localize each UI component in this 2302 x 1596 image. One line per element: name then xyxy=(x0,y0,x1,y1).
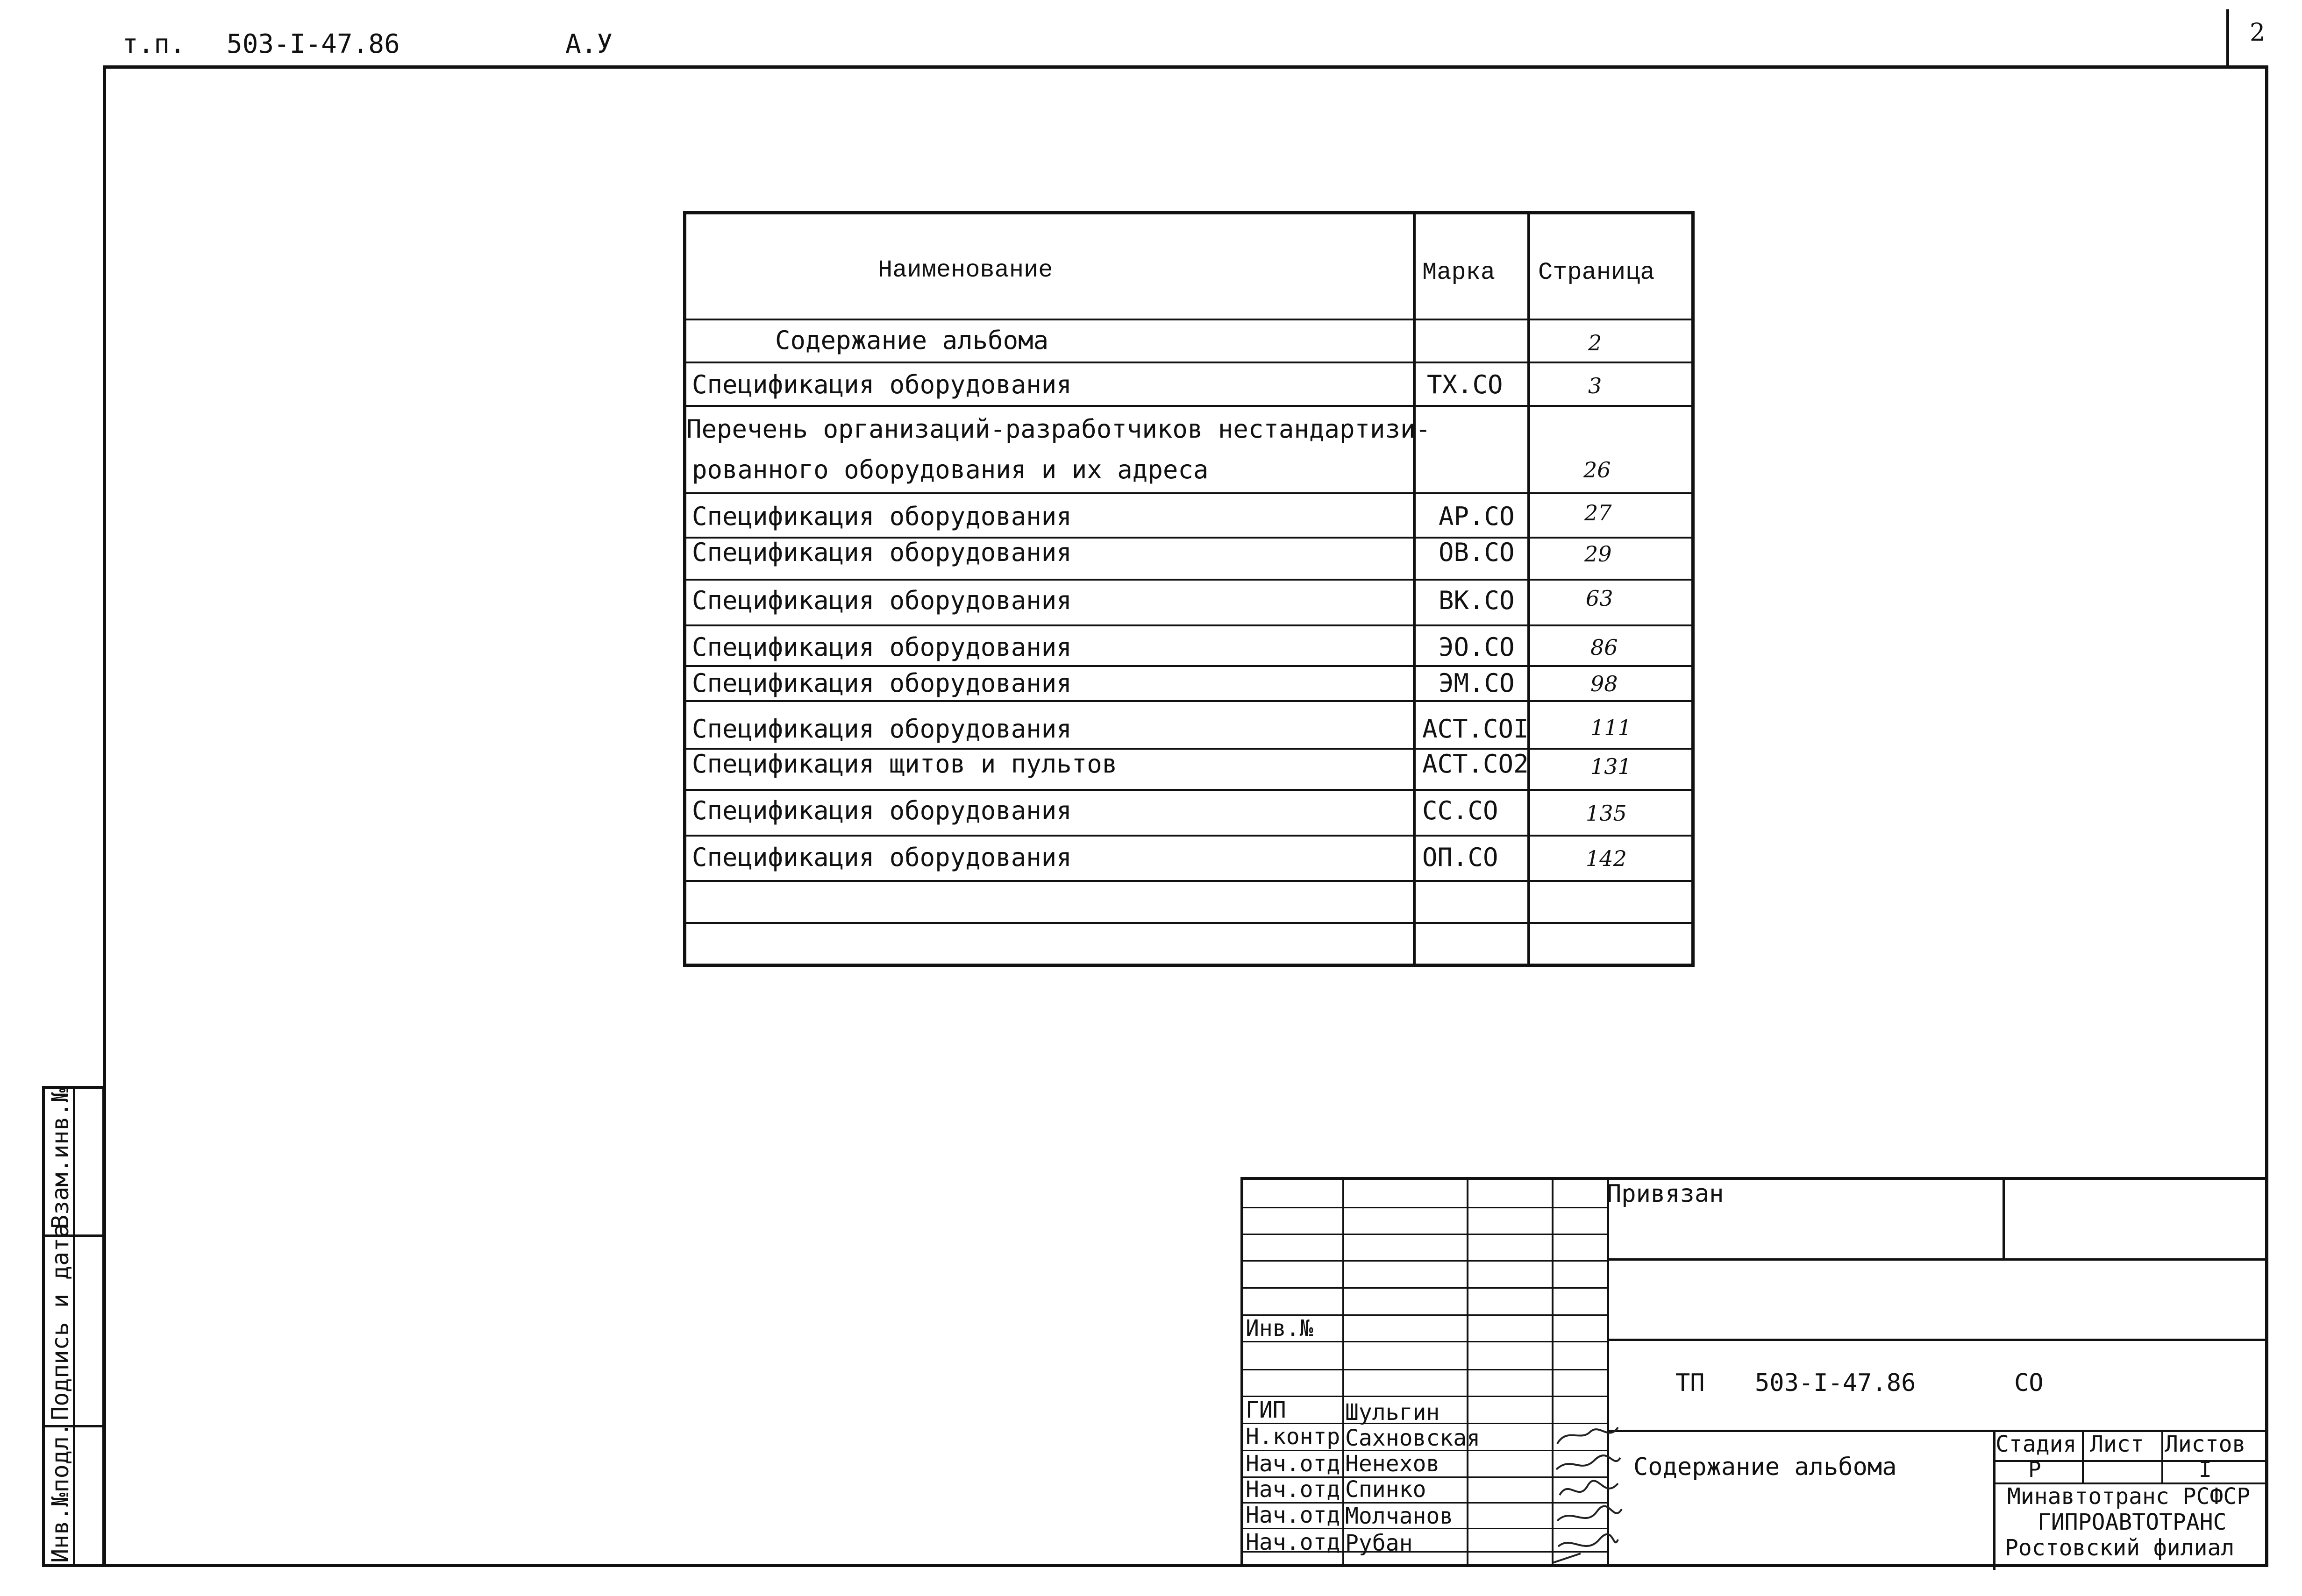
project-code: 503-I-47.86 xyxy=(227,29,400,59)
sign-role: Нач.отд xyxy=(1246,1529,1340,1555)
attached-label: Привязан xyxy=(1607,1180,1724,1208)
row-page: 86 xyxy=(1590,635,1618,660)
stamp-line xyxy=(1608,1339,2268,1341)
table-row-divider xyxy=(686,922,1691,924)
signature-scribble xyxy=(1557,1506,1622,1521)
row-mark: АСТ.СОI xyxy=(1422,714,1529,744)
inv-label: Инв.№ xyxy=(1246,1315,1313,1341)
stage-label: Стадия xyxy=(1996,1431,2077,1457)
table-row-divider xyxy=(686,665,1691,667)
row-name: Спецификация оборудования xyxy=(692,370,1072,399)
row-page: 98 xyxy=(1590,671,1618,696)
table-row-divider xyxy=(686,624,1691,626)
table-row-divider xyxy=(686,835,1691,837)
header-divider xyxy=(2226,9,2229,68)
sheet-number: 2 xyxy=(2250,19,2266,47)
row-mark: ОП.СО xyxy=(1422,843,1498,872)
stamp-line xyxy=(1608,1258,2268,1261)
sign-role: Нач.отд xyxy=(1246,1451,1340,1477)
column-header-mark: Марка xyxy=(1422,259,1496,286)
stamp-line xyxy=(1243,1260,1608,1262)
row-name: Спецификация оборудования xyxy=(692,586,1072,615)
stamp-line xyxy=(1243,1369,1608,1370)
doc-mark: СО xyxy=(2014,1369,2044,1397)
stamp-line xyxy=(1243,1287,1608,1289)
table-row-divider xyxy=(686,789,1691,791)
row-name: Спецификация оборудования xyxy=(692,632,1072,662)
sheets-label: Листов xyxy=(2165,1431,2246,1457)
title-block xyxy=(1240,1177,2268,1567)
row-mark: ВК.СО xyxy=(1439,586,1515,615)
stage-value: Р xyxy=(2028,1457,2041,1482)
row-name: рованного оборудования и их адреса xyxy=(692,455,1209,484)
row-page: 142 xyxy=(1586,846,1627,871)
sign-role: ГИП xyxy=(1246,1397,1286,1423)
row-name: Спецификация оборудования xyxy=(692,538,1072,567)
strip-field-original-inv: Инв.№подл. xyxy=(47,1422,74,1563)
contents-table xyxy=(683,211,1695,967)
row-mark: ТХ.СО xyxy=(1427,370,1503,399)
binding-strip xyxy=(42,1086,105,1567)
row-mark: СС.СО xyxy=(1422,796,1498,825)
column-divider xyxy=(1413,214,1416,964)
sign-name: Спинко xyxy=(1345,1476,1426,1503)
sign-name: Ненехов xyxy=(1345,1451,1440,1477)
row-mark: АР.СО xyxy=(1439,502,1515,531)
row-page: 63 xyxy=(1586,586,1613,611)
row-name: Спецификация оборудования xyxy=(692,714,1072,744)
signature-scribble xyxy=(1556,1455,1620,1469)
doc-code: 503-I-47.86 xyxy=(1755,1369,1916,1397)
org-line-3: Ростовский филиал xyxy=(2005,1535,2235,1561)
row-page: 131 xyxy=(1590,754,1632,779)
table-row-divider xyxy=(686,492,1691,494)
row-page: 26 xyxy=(1583,457,1611,482)
row-page: 29 xyxy=(1584,541,1612,567)
row-name: Перечень организаций-разработчиков нестандартизи- xyxy=(686,414,1431,444)
doc-title: Содержание альбома xyxy=(1633,1453,1897,1481)
sign-role: Нач.отд xyxy=(1246,1502,1340,1528)
stamp-line xyxy=(1243,1207,1608,1208)
doc-prefix: ТП xyxy=(1675,1369,1705,1397)
signature-scribble xyxy=(1553,1534,1618,1563)
table-row-divider xyxy=(686,579,1691,581)
album-label: А.У xyxy=(565,29,613,59)
row-page: 27 xyxy=(1584,500,1612,525)
sign-name: Сахновская xyxy=(1345,1425,1480,1451)
stamp-line xyxy=(1467,1180,1468,1567)
table-row-divider xyxy=(686,319,1691,320)
strip-field-signature-date: Подпись и дата xyxy=(47,1223,74,1420)
sign-name: Рубан xyxy=(1345,1530,1413,1556)
sheet-value: I xyxy=(2199,1457,2212,1482)
row-name: Спецификация щитов и пультов xyxy=(692,749,1118,779)
stamp-line xyxy=(2003,1180,2005,1258)
table-row-divider xyxy=(686,880,1691,882)
row-page: 135 xyxy=(1586,801,1627,826)
table-row-divider xyxy=(686,405,1691,407)
row-name: Спецификация оборудования xyxy=(692,668,1072,698)
row-name: Содержание альбома xyxy=(775,326,1049,355)
sign-name: Шульгин xyxy=(1345,1399,1440,1426)
tp-label: т.п. xyxy=(122,29,185,59)
table-row-divider xyxy=(686,362,1691,363)
row-name: Спецификация оборудования xyxy=(692,843,1072,872)
stamp-line xyxy=(1243,1234,1608,1235)
strip-field-replace-inv: Взам.инв.№ xyxy=(47,1088,74,1229)
signature-scribble xyxy=(1560,1481,1618,1495)
row-mark: АСТ.СО2 xyxy=(1422,749,1529,779)
sign-role: Нач.отд xyxy=(1246,1476,1340,1503)
stamp-line xyxy=(1342,1180,1344,1567)
row-name: Спецификация оборудования xyxy=(692,502,1072,531)
org-line-2: ГИПРОАВТОТРАНС xyxy=(2038,1509,2227,1535)
row-page: 3 xyxy=(1588,373,1602,398)
row-mark: ЭО.СО xyxy=(1439,632,1515,662)
signature-scribble xyxy=(1557,1427,1618,1444)
sheet-label: Лист xyxy=(2090,1431,2144,1457)
table-row-divider xyxy=(686,700,1691,702)
column-header-page: Страница xyxy=(1538,259,1655,286)
stamp-line xyxy=(2082,1430,2084,1483)
row-name: Спецификация оборудования xyxy=(692,796,1072,825)
row-page: 111 xyxy=(1590,715,1632,740)
column-header-name: Наименование xyxy=(878,256,1053,284)
stamp-line xyxy=(1243,1396,1608,1397)
row-mark: ЭМ.СО xyxy=(1439,668,1515,698)
sign-role: Н.контр xyxy=(1246,1424,1340,1450)
handwritten-signatures xyxy=(1553,1423,1623,1568)
row-mark: ОВ.СО xyxy=(1439,538,1515,567)
stamp-line xyxy=(2161,1430,2163,1483)
org-line-1: Минавтотранс РСФСР xyxy=(2007,1483,2251,1510)
row-page: 2 xyxy=(1588,330,1602,355)
sign-name: Молчанов xyxy=(1345,1503,1454,1529)
column-divider xyxy=(1527,214,1530,964)
